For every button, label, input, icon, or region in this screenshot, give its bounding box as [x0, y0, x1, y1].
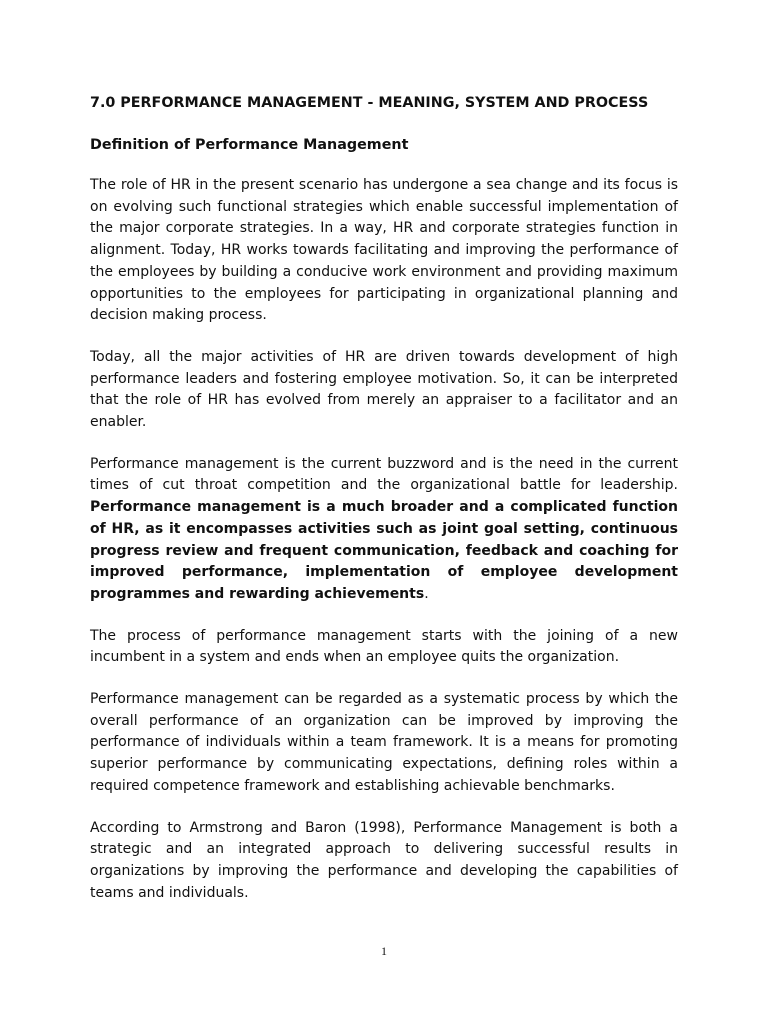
- paragraph-armstrong-baron: According to Armstrong and Baron (1998), Performance Management is both a strategic and an integrated approach to delivering successful results in organizations by improving the performance and developing the capabilities of teams and individuals.: [90, 819, 678, 901]
- paragraph-buzzword-emphasis: Performance management is a much broader and a complicated function of HR, as it encompasses activities such as joint goal setting, continuous progress review and frequent communication, feedback and coaching for improved performance, implementation of employee development programmes and rewarding achievements: [90, 499, 678, 602]
- paragraph-buzzword: [90, 454, 678, 606]
- paragraph-hr-activities: Today, all the major activities of HR are driven towards development of high performance leaders and fostering employee motivation. So, it can be interpreted that the role of HR has evolved from merely an appraiser to a facilitator and an enabler.: [90, 348, 678, 431]
- paragraph-process-start: The process of performance management starts with the joining of a new incumbent in a system and ends when an employee quits the organization.: [90, 627, 678, 666]
- page-number: 1: [381, 944, 387, 958]
- section-heading: 7.0 PERFORMANCE MANAGEMENT - MEANING, SYSTEM AND PROCESS: [90, 95, 649, 111]
- document-page: [90, 92, 678, 924]
- paragraph-systematic-process: Performance management can be regarded as a systematic process by which the overall performance of an organization can be improved by improving the performance of individuals within a team framework. It is a means for promoting superior performance by communicating expectations, defining roles within a required competence framework and establishing achievable benchmarks.: [90, 691, 678, 794]
- definition-subheading: Definition of Performance Management: [90, 137, 409, 153]
- paragraph-buzzword-intro: Performance management is the current buzzword and is the need in the current times of cut throat competition and the organizational battle for leadership.: [90, 455, 678, 494]
- paragraph-buzzword-end: .: [424, 585, 429, 602]
- paragraph-role-of-hr: The role of HR in the present scenario has undergone a sea change and its focus is on evolving such functional strategies which enable successful implementation of the major corporate strategies. In a way, HR and corporate strategies function in alignment. Today, HR works towards facilitating and improving the performance of the employees by building a conducive work environment and providing maximum opportunities to the employees for participating in organizational planning and decision making process.: [90, 177, 678, 324]
